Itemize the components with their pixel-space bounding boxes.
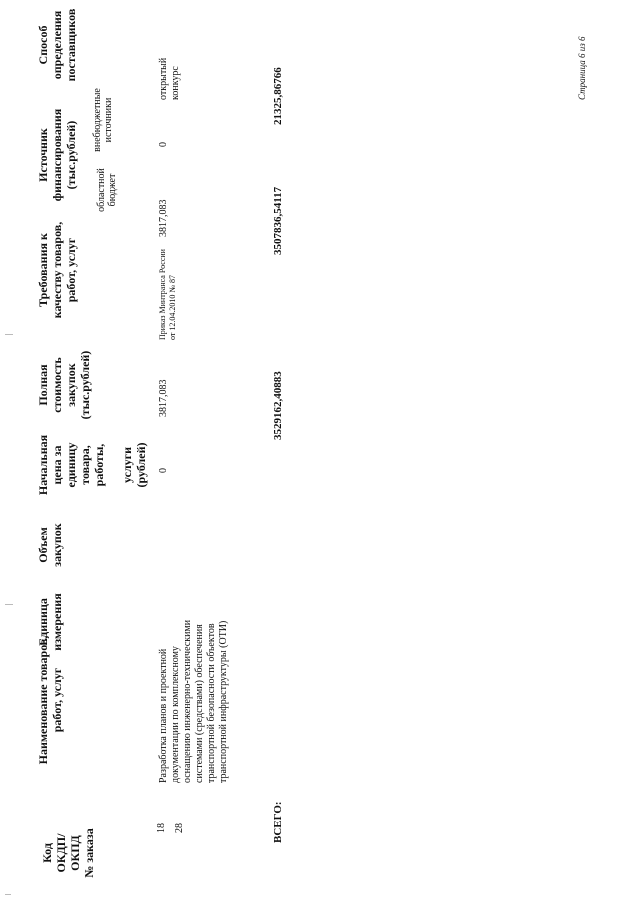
row-regional-budget: 3817,083 [158, 199, 169, 237]
row-extrabudget: 0 [158, 142, 169, 147]
header-unit-price: Начальная цена за единицу товара, работы, услуги (рублей) [36, 434, 148, 496]
row-quality: Приказ Минтранса России от 12.04.2010 № 87 [158, 249, 177, 340]
header-name: Наименование товаров, работ, услуг [36, 635, 64, 765]
row-code-a: 18 [156, 823, 167, 833]
row-total-cost: 3817,083 [158, 379, 169, 417]
row-name: Разработка планов и проектной документации по комплексному оснащению инженерно-техническими системами (средствами) обеспечения транспортной безопасности объектов транспортной инфраструктуры (ОТИ) [158, 619, 229, 783]
row-code-b: 28 [174, 823, 185, 833]
header-quality: Требования к качеству товаров, работ, услуг [36, 221, 78, 319]
scan-mark [5, 894, 11, 895]
header-funding-extra: внебюджетные источники [92, 88, 114, 152]
totals-total-cost: 3529162,40883 [272, 371, 284, 440]
scan-mark [5, 334, 13, 335]
scan-mark [5, 604, 13, 605]
header-funding-regional: областной бюджет [96, 168, 118, 212]
page-number: Страница 6 из 6 [577, 36, 587, 100]
header-funding: Источник финансирования (тыс.рублей) [36, 108, 78, 202]
totals-label: ВСЕГО: [272, 801, 284, 843]
header-total-cost: Полная стоимость закупок (тыс.рублей) [36, 350, 92, 420]
header-unit: Единица измерения [36, 593, 64, 651]
totals-extrabudget: 21325,86766 [272, 67, 284, 125]
header-code: Код ОКДП/ ОКПД № заказа [40, 828, 96, 878]
header-volume: Объем закупок [36, 523, 64, 567]
row-unit-price: 0 [158, 468, 169, 473]
totals-regional-budget: 3507836,54117 [272, 186, 284, 255]
row-method: открытый конкурс [158, 57, 181, 100]
header-method: Способ определения поставщиков [36, 8, 78, 82]
